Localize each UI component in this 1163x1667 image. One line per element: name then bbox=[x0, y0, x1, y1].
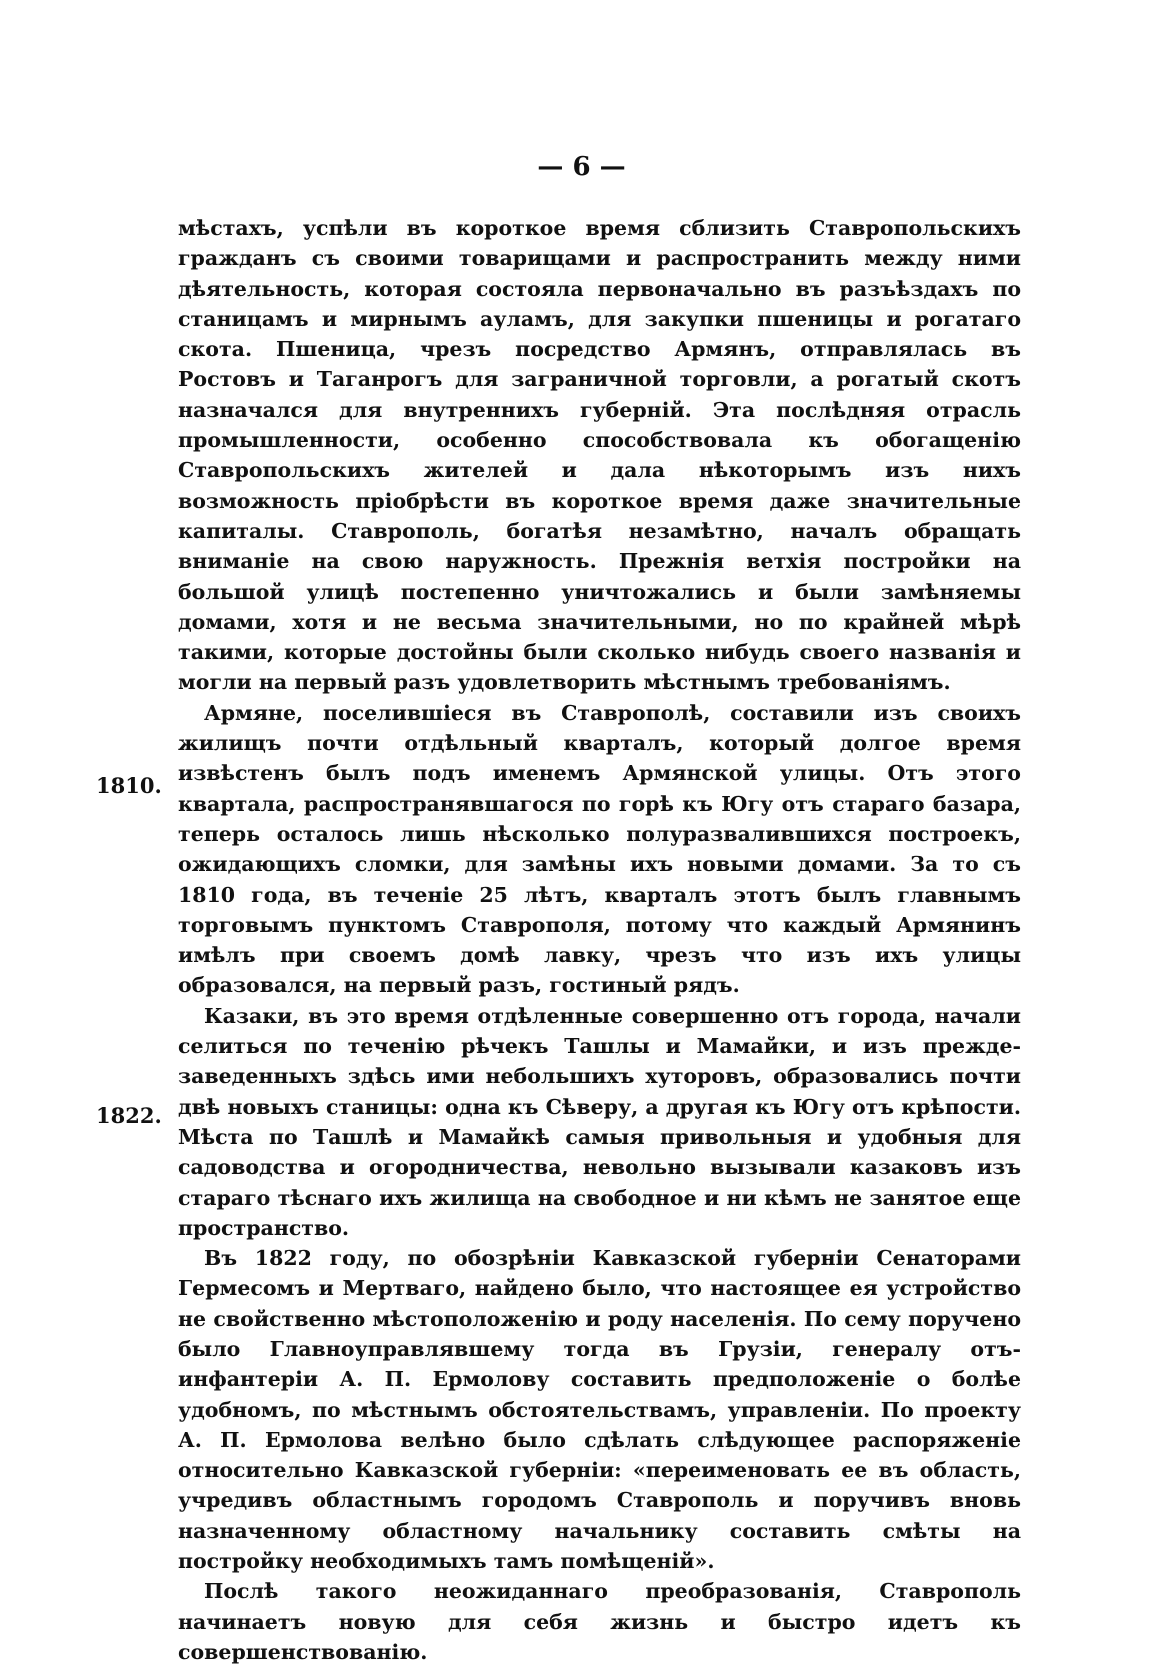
paragraph: Казаки, въ это время отдѣленные совершенно отъ города, начали селиться по теченію рѣчекъ Ташлы и Мамайки, и изъ прежде-заведенныхъ здѣсь ими небольшихъ хуторовъ, образовались почти двѣ новыхъ станицы: одна къ Сѣверу, а другая къ Югу отъ крѣпости. Мѣста по Ташлѣ и Мамайкѣ самыя привольныя и удобныя для садоводства и огородничества, невольно вызывали казаковъ изъ стараго тѣснаго ихъ жилища на свободное и ни кѣмъ не занятое еще пространство. bbox=[178, 1003, 1021, 1240]
margin-year-1822: 1822. bbox=[96, 1103, 162, 1128]
body-text bbox=[178, 213, 1021, 1667]
margin-year-1810: 1810. bbox=[96, 773, 162, 798]
paragraph: Въ 1822 году, по обозрѣніи Кавказской губерніи Сенаторами Гермесомъ и Мертваго, найдено было, что настоящее ея устройство не свойственно мѣстоположенію и роду населенія. По сему поручено было Главноуправлявшему тогда въ Грузіи, генералу отъ-инфантеріи А. П. Ермолову составить предположеніе о болѣе удобномъ, по мѣстнымъ обстоятельствамъ, управленіи. По проекту А. П. Ермолова велѣно было сдѣлать слѣдующее распоряженіе относительно Кавказской губерніи: «переименовать ее въ область, учредивъ областнымъ городомъ Ставрополь и поручивъ вновь назначенному областному начальнику составить смѣты на постройку необходимыхъ тамъ помѣщеній». bbox=[178, 1246, 1021, 1574]
paragraph: Армяне, поселившіеся въ Ставрополѣ, составили изъ своихъ жилищъ почти отдѣльный кварталъ, который долгое время извѣстенъ былъ подъ именемъ Армянской улицы. Отъ этого квартала, распространявшагося по горѣ къ Югу отъ стараго базара, теперь осталось лишь нѣсколько полуразвалившихся построекъ, ожидающихъ сломки, для замѣны ихъ новыми домами. За то съ 1810 года, въ теченіе 25 лѣтъ, кварталъ этотъ былъ главнымъ торговымъ пунктомъ Ставрополя, потому что каждый Армянинъ имѣлъ при своемъ домѣ лавку, чрезъ что изъ ихъ улицы образовался, на первый разъ, гостиный рядъ. bbox=[178, 700, 1021, 998]
page-number: — 6 — bbox=[537, 152, 626, 182]
paragraph: мѣстахъ, успѣли въ короткое время сблизить Ставропольскихъ гражданъ съ своими товарищами и распространить между ними дѣятельность, которая состояла первоначально въ разъѣздахъ по станицамъ и мирнымъ ауламъ, для закупки пшеницы и рогатаго скота. Пшеница, чрезъ посредство Армянъ, отправлялась въ Ростовъ и Таганрогъ для заграничной торговли, а рогатый скотъ назначался для внутреннихъ губерній. Эта послѣдняя отрасль промышленности, особенно способствовала къ обогащенію Ставропольскихъ жителей и дала нѣкоторымъ изъ нихъ возможность пріобрѣсти въ короткое время даже значительные капиталы. Ставрополь, богатѣя незамѣтно, началъ обращать вниманіе на свою наружность. Прежнія ветхія постройки на большой улицѣ постепенно уничтожались и были замѣняемы домами, хотя и не весьма значительными, но по крайней мѣрѣ такими, которые достойны были сколько нибудь своего названія и могли на первый разъ удовлетворить мѣстнымъ требованіямъ. bbox=[178, 216, 1021, 695]
paragraph: Послѣ такого неожиданнаго преобразованія, Ставрополь начинаетъ новую для себя жизнь и быстро идетъ къ совершенствованію. bbox=[178, 1579, 1021, 1664]
